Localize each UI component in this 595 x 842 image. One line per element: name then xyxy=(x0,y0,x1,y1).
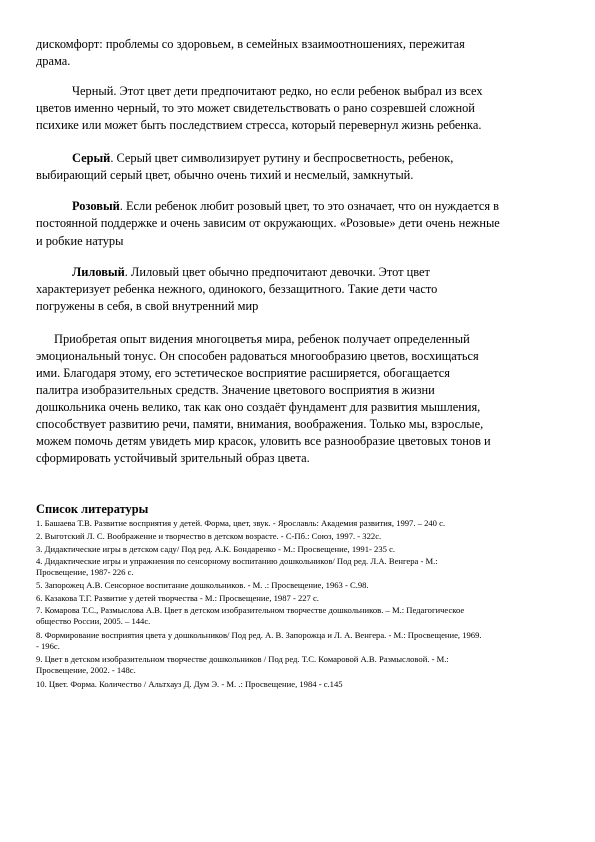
pink-paragraph-line: и робкие натуры xyxy=(36,234,124,248)
summary-line: палитра изобразительных средств. Значение цветового восприятия в жизни xyxy=(36,383,435,397)
gray-paragraph-line: выбирающий серый цвет, обычно очень тихий и несмелый, замкнутый. xyxy=(36,168,414,182)
pink-term: Розовый xyxy=(72,199,120,213)
lilac-text: . Лиловый цвет обычно предпочитают девочки. Этот цвет xyxy=(124,265,430,279)
summary-line: можем помочь детям увидеть мир красок, уловить все разнообразие цветовых тонов и xyxy=(36,434,491,448)
reference-line: - 196с. xyxy=(36,641,60,651)
black-paragraph-line: Черный. Этот цвет дети предпочитают редко, но если ребенок выбрал из всех xyxy=(72,84,483,98)
pink-paragraph-line: постоянной поддержке и очень зависим от окружающих. «Розовые» дети очень нежные xyxy=(36,216,500,230)
gray-paragraph-line xyxy=(72,150,453,166)
reference-line: 6. Казакова Т.Г. Развитие у детей творчества - М.: Просвещение, 1987 - 227 с. xyxy=(36,593,319,603)
reference-line: общество России, 2005. – 144с. xyxy=(36,616,151,626)
summary-line: Приобретая опыт видения многоцветья мира, ребенок получает определенный xyxy=(54,332,470,346)
intro-line: дискомфорт: проблемы со здоровьем, в семейных взаимоотношениях, пережитая xyxy=(36,37,465,51)
reference-line: 1. Башаева Т.В. Развитие восприятия у детей. Форма, цвет, звук. - Ярославль: Академия развития, 1997. – 240 с. xyxy=(36,518,446,528)
reference-line: Просвещение, 2002. - 148с. xyxy=(36,665,136,675)
reference-line: 9. Цвет в детском изобразительном творчестве дошкольников / Под ред. Т.С. Комаровой А.В. Размысловой. - М.: xyxy=(36,654,449,664)
reference-line: 8. Формирование восприятия цвета у дошкольников/ Под ред. А. В. Запорожца и Л. А. Венгера. - М.: Просвещение, 1969. xyxy=(36,630,482,640)
summary-line: сформировать устойчивый зрительный образ цвета. xyxy=(36,451,310,465)
reference-line: 7. Комарова Т.С., Размыслова А.В. Цвет в детском изобразительном творчестве дошкольников. – М.: Педагогическое xyxy=(36,605,465,615)
summary-line: ими. Благодаря этому, его эстетическое восприятие расширяется, обогащается xyxy=(36,366,450,380)
reference-line: 2. Выготский Л. С. Воображение и творчество в детском возрасте. - С-Пб.: Союз, 1997. - 322с. xyxy=(36,531,382,541)
summary-line: способствует развитию речи, памяти, внимания, воображения. Только мы, взрослые, xyxy=(36,417,484,431)
lilac-paragraph-line xyxy=(72,264,430,280)
reference-line: 4. Дидактические игры и упражнения по сенсорному воспитанию дошкольников/ Под ред. Л.А. Венгера - М.: xyxy=(36,556,438,566)
gray-text: . Серый цвет символизирует рутину и беспросветность, ребенок, xyxy=(110,151,454,165)
lilac-paragraph-line: погружены в себя, в свой внутренний мир xyxy=(36,299,259,313)
summary-line: дошкольника очень велико, так как оно создаёт фундамент для развития мышления, xyxy=(36,400,481,414)
lilac-term: Лиловый xyxy=(72,265,125,279)
reference-line: 10. Цвет. Форма. Количество / Альтхауз Д. Дум Э. - М. .: Просвещение, 1984 - с.145 xyxy=(36,679,343,689)
pink-text: . Если ребенок любит розовый цвет, то это означает, что он нуждается в xyxy=(119,199,499,213)
black-paragraph-line: цветов именно черный, то это может свидетельствовать о рано созревшей сложной xyxy=(36,101,475,115)
lilac-paragraph-line: характеризует ребенка нежного, одинокого, беззащитного. Такие дети часто xyxy=(36,282,438,296)
gray-term: Серый xyxy=(72,151,111,165)
black-paragraph-line: психике или может быть последствием стресса, который перевернул жизнь ребенка. xyxy=(36,118,482,132)
references-heading: Список литературы xyxy=(36,502,149,516)
reference-line: Просвещение, 1987- 226 с. xyxy=(36,567,134,577)
intro-line: драма. xyxy=(36,54,71,68)
pink-paragraph-line xyxy=(72,198,499,214)
reference-line: 3. Дидактические игры в детском саду/ Под ред. А.К. Бондаренко - М.: Просвещение, 1991- 235 с. xyxy=(36,544,396,554)
reference-line: 5. Запорожец А.В. Сенсорное воспитание дошкольников. - М. .: Просвещение, 1963 - С.98. xyxy=(36,580,369,590)
summary-line: эмоциональный тонус. Он способен радоваться многообразию цветов, восхищаться xyxy=(36,349,479,363)
